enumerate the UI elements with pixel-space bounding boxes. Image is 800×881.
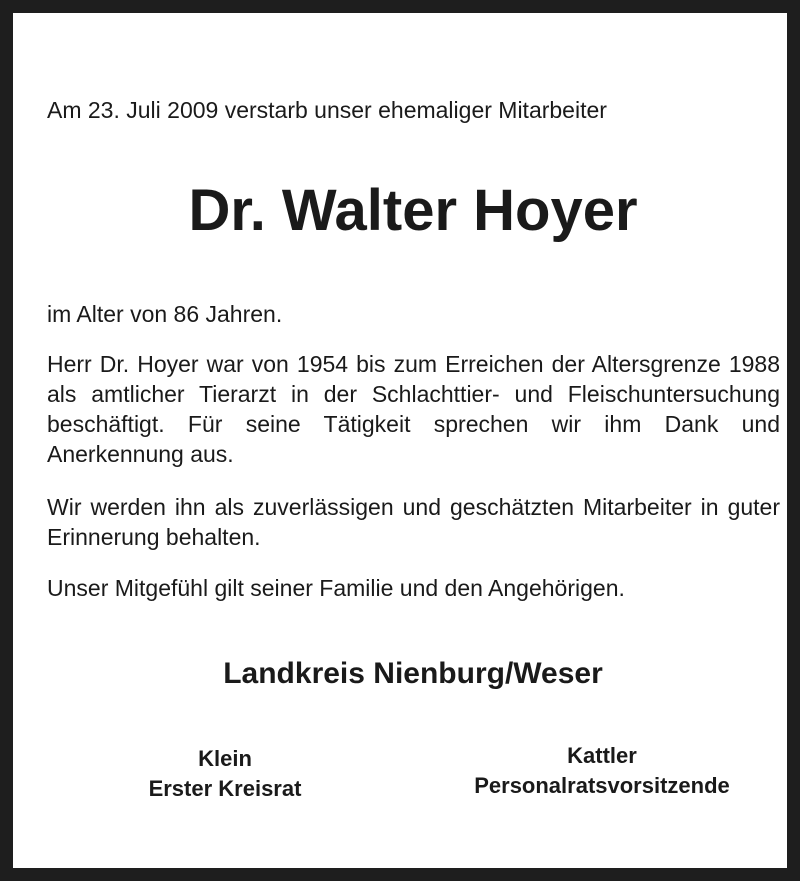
condolence-paragraph: Unser Mitgefühl gilt seiner Familie und den Angehörigen. xyxy=(47,575,625,601)
career-paragraph: Herr Dr. Hoyer war von 1954 bis zum Erreichen der Altersgrenze 1988 als amtlicher Tierarzt in der Schlachttier- und Fleischuntersuchung beschäftigt. Für seine Tätigkeit sprechen wir ihm Dank und Anerkennung aus. xyxy=(47,351,780,467)
deceased-name: Dr. Walter Hoyer xyxy=(188,178,638,243)
signatory-title: Erster Kreisrat xyxy=(148,776,302,801)
signatory-name: Klein xyxy=(198,746,252,771)
signatory-title: Personalratsvorsitzende xyxy=(474,773,730,798)
memory-paragraph: Wir werden ihn als zuverlässigen und geschätzten Mitarbeiter in guter Erinnerung behalten. xyxy=(47,494,780,550)
age-line: im Alter von 86 Jahren. xyxy=(47,301,283,327)
organization-name: Landkreis Nienburg/Weser xyxy=(223,657,603,690)
intro-line: Am 23. Juli 2009 verstarb unser ehemaliger Mitarbeiter xyxy=(47,97,607,123)
signatory-name: Kattler xyxy=(567,743,637,768)
signatory-right xyxy=(433,741,771,801)
signatory-left xyxy=(103,744,347,804)
